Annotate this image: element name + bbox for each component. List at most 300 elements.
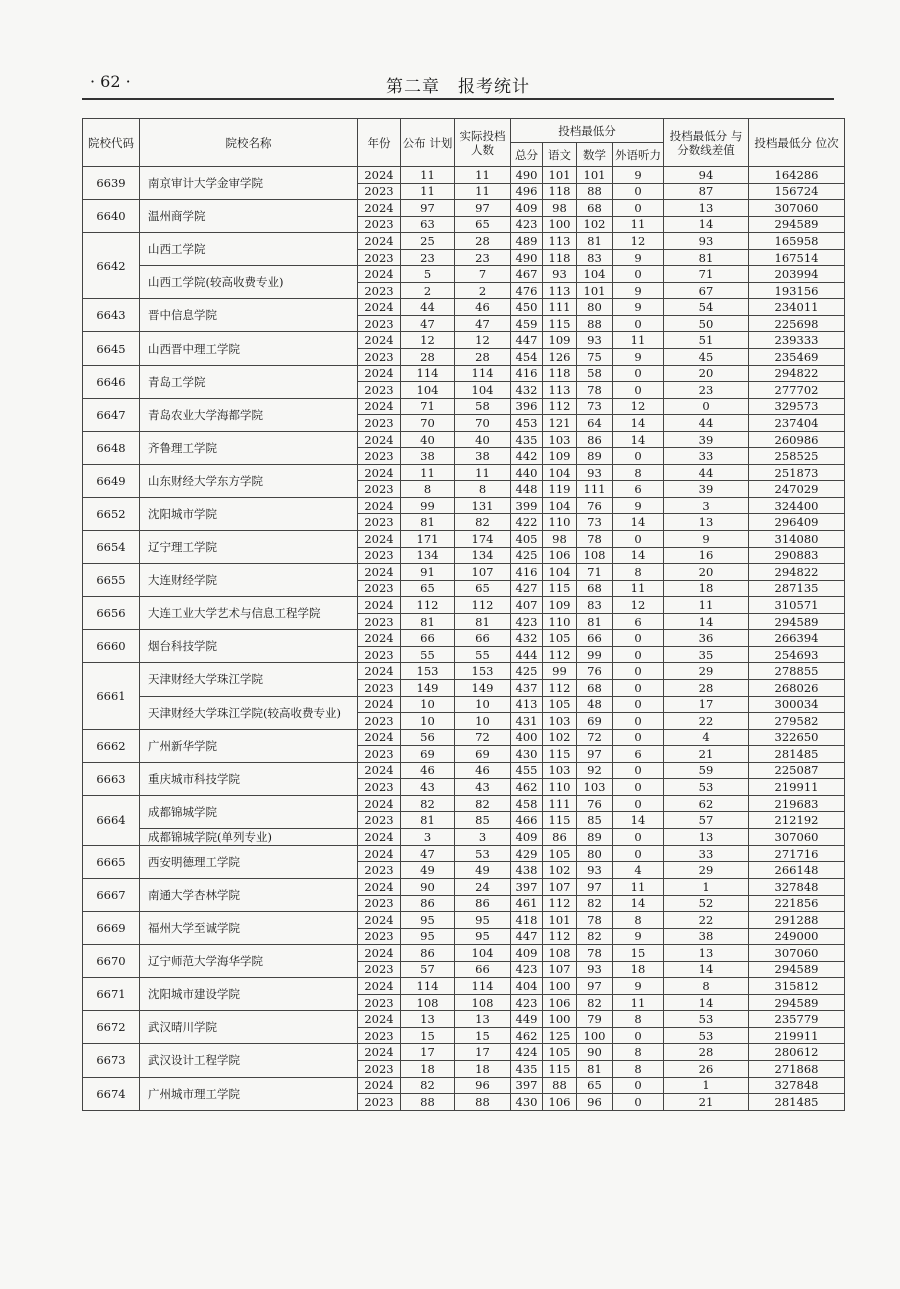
cell-total-score: 458	[511, 795, 543, 812]
school-name: 南京审计大学金审学院	[140, 167, 358, 200]
cell-year: 2023	[358, 613, 401, 630]
school-code: 6642	[83, 233, 140, 299]
cell-chinese-score: 119	[543, 481, 577, 498]
cell-chinese-score: 112	[543, 646, 577, 663]
school-code: 6667	[83, 878, 140, 911]
cell-rank: 324400	[749, 497, 845, 514]
cell-total-score: 442	[511, 448, 543, 465]
cell-rank: 314080	[749, 531, 845, 548]
cell-rank: 251873	[749, 464, 845, 481]
cell-plan: 95	[401, 928, 455, 945]
col-header-math: 数学	[577, 143, 613, 167]
cell-total-score: 437	[511, 679, 543, 696]
cell-total-score: 409	[511, 200, 543, 217]
cell-plan: 63	[401, 216, 455, 233]
cell-actual: 174	[455, 531, 511, 548]
school-name: 烟台科技学院	[140, 630, 358, 663]
cell-score-diff: 3	[664, 497, 749, 514]
cell-listening-score: 0	[613, 531, 664, 548]
cell-score-diff: 22	[664, 713, 749, 730]
cell-listening-score: 18	[613, 961, 664, 978]
cell-math-score: 81	[577, 613, 613, 630]
cell-actual: 86	[455, 895, 511, 912]
cell-math-score: 97	[577, 878, 613, 895]
cell-year: 2023	[358, 183, 401, 200]
cell-plan: 49	[401, 862, 455, 879]
cell-listening-score: 8	[613, 1011, 664, 1028]
cell-listening-score: 8	[613, 912, 664, 929]
cell-chinese-score: 112	[543, 398, 577, 415]
cell-math-score: 76	[577, 497, 613, 514]
cell-rank: 212192	[749, 812, 845, 829]
cell-actual: 108	[455, 994, 511, 1011]
cell-rank: 266148	[749, 862, 845, 879]
table-row	[83, 167, 845, 184]
cell-plan: 112	[401, 597, 455, 614]
cell-chinese-score: 100	[543, 978, 577, 995]
cell-total-score: 435	[511, 431, 543, 448]
cell-listening-score: 8	[613, 1044, 664, 1061]
cell-math-score: 48	[577, 696, 613, 713]
cell-listening-score: 0	[613, 646, 664, 663]
cell-chinese-score: 115	[543, 1060, 577, 1077]
school-code: 6669	[83, 912, 140, 945]
cell-chinese-score: 106	[543, 547, 577, 564]
cell-listening-score: 11	[613, 216, 664, 233]
cell-actual: 96	[455, 1077, 511, 1094]
cell-score-diff: 13	[664, 828, 749, 845]
cell-actual: 66	[455, 630, 511, 647]
cell-rank: 167514	[749, 249, 845, 266]
cell-rank: 294822	[749, 564, 845, 581]
cell-listening-score: 0	[613, 448, 664, 465]
table-row	[83, 1077, 845, 1094]
cell-total-score: 431	[511, 713, 543, 730]
table-row	[83, 762, 845, 779]
cell-total-score: 447	[511, 332, 543, 349]
col-header-diff: 投档最低分 与分数线差值	[664, 119, 749, 167]
cell-chinese-score: 88	[543, 1077, 577, 1094]
table-row	[83, 431, 845, 448]
school-code: 6673	[83, 1044, 140, 1077]
cell-score-diff: 38	[664, 928, 749, 945]
cell-total-score: 461	[511, 895, 543, 912]
cell-year: 2024	[358, 564, 401, 581]
cell-score-diff: 33	[664, 845, 749, 862]
cell-listening-score: 6	[613, 746, 664, 763]
cell-math-score: 88	[577, 183, 613, 200]
cell-year: 2024	[358, 299, 401, 316]
cell-chinese-score: 107	[543, 878, 577, 895]
school-name: 武汉设计工程学院	[140, 1044, 358, 1077]
school-name: 山西晋中理工学院	[140, 332, 358, 365]
cell-actual: 17	[455, 1044, 511, 1061]
cell-total-score: 396	[511, 398, 543, 415]
table-row	[83, 630, 845, 647]
cell-chinese-score: 118	[543, 249, 577, 266]
school-code: 6649	[83, 464, 140, 497]
cell-score-diff: 14	[664, 994, 749, 1011]
cell-score-diff: 51	[664, 332, 749, 349]
cell-total-score: 490	[511, 167, 543, 184]
cell-year: 2023	[358, 895, 401, 912]
cell-plan: 70	[401, 415, 455, 432]
cell-listening-score: 0	[613, 315, 664, 332]
cell-year: 2023	[358, 994, 401, 1011]
cell-listening-score: 9	[613, 928, 664, 945]
cell-math-score: 71	[577, 564, 613, 581]
cell-plan: 81	[401, 812, 455, 829]
cell-plan: 25	[401, 233, 455, 250]
cell-chinese-score: 112	[543, 928, 577, 945]
cell-math-score: 79	[577, 1011, 613, 1028]
school-name: 山西工学院	[140, 233, 358, 266]
cell-plan: 40	[401, 431, 455, 448]
cell-total-score: 409	[511, 945, 543, 962]
cell-math-score: 93	[577, 464, 613, 481]
cell-chinese-score: 103	[543, 762, 577, 779]
cell-total-score: 448	[511, 481, 543, 498]
table-row	[83, 1044, 845, 1061]
cell-math-score: 93	[577, 332, 613, 349]
cell-listening-score: 9	[613, 282, 664, 299]
cell-actual: 97	[455, 200, 511, 217]
cell-listening-score: 11	[613, 332, 664, 349]
cell-listening-score: 14	[613, 415, 664, 432]
school-code: 6648	[83, 431, 140, 464]
cell-year: 2024	[358, 1077, 401, 1094]
cell-actual: 69	[455, 746, 511, 763]
cell-score-diff: 28	[664, 1044, 749, 1061]
table-row	[83, 233, 845, 250]
cell-listening-score: 11	[613, 580, 664, 597]
cell-listening-score: 0	[613, 1027, 664, 1044]
cell-year: 2024	[358, 200, 401, 217]
cell-total-score: 404	[511, 978, 543, 995]
cell-score-diff: 4	[664, 729, 749, 746]
cell-listening-score: 9	[613, 249, 664, 266]
cell-year: 2023	[358, 249, 401, 266]
cell-total-score: 430	[511, 1094, 543, 1111]
cell-chinese-score: 126	[543, 349, 577, 366]
cell-score-diff: 1	[664, 1077, 749, 1094]
cell-year: 2024	[358, 431, 401, 448]
cell-score-diff: 14	[664, 216, 749, 233]
cell-score-diff: 11	[664, 597, 749, 614]
cell-chinese-score: 110	[543, 779, 577, 796]
school-code: 6640	[83, 200, 140, 233]
cell-math-score: 73	[577, 514, 613, 531]
cell-rank: 165958	[749, 233, 845, 250]
cell-year: 2024	[358, 663, 401, 680]
cell-rank: 294589	[749, 216, 845, 233]
cell-plan: 91	[401, 564, 455, 581]
cell-plan: 114	[401, 365, 455, 382]
cell-chinese-score: 100	[543, 1011, 577, 1028]
table-row	[83, 531, 845, 548]
cell-math-score: 83	[577, 597, 613, 614]
cell-score-diff: 14	[664, 613, 749, 630]
cell-listening-score: 9	[613, 167, 664, 184]
cell-rank: 315812	[749, 978, 845, 995]
cell-plan: 8	[401, 481, 455, 498]
cell-rank: 310571	[749, 597, 845, 614]
table-row	[83, 845, 845, 862]
cell-actual: 15	[455, 1027, 511, 1044]
cell-total-score: 423	[511, 613, 543, 630]
cell-actual: 10	[455, 713, 511, 730]
cell-actual: 53	[455, 845, 511, 862]
cell-rank: 281485	[749, 1094, 845, 1111]
cell-actual: 24	[455, 878, 511, 895]
school-name: 广州新华学院	[140, 729, 358, 762]
cell-year: 2024	[358, 696, 401, 713]
cell-score-diff: 22	[664, 912, 749, 929]
school-code: 6670	[83, 945, 140, 978]
cell-rank: 294589	[749, 994, 845, 1011]
cell-listening-score: 0	[613, 365, 664, 382]
cell-rank: 281485	[749, 746, 845, 763]
cell-listening-score: 8	[613, 464, 664, 481]
cell-listening-score: 0	[613, 630, 664, 647]
cell-score-diff: 81	[664, 249, 749, 266]
cell-year: 2024	[358, 167, 401, 184]
cell-rank: 164286	[749, 167, 845, 184]
cell-math-score: 81	[577, 233, 613, 250]
table-row	[83, 912, 845, 929]
cell-plan: 81	[401, 514, 455, 531]
cell-actual: 65	[455, 580, 511, 597]
cell-math-score: 104	[577, 266, 613, 283]
cell-rank: 322650	[749, 729, 845, 746]
cell-plan: 66	[401, 630, 455, 647]
cell-plan: 57	[401, 961, 455, 978]
cell-math-score: 69	[577, 713, 613, 730]
cell-rank: 271868	[749, 1060, 845, 1077]
cell-plan: 23	[401, 249, 455, 266]
cell-plan: 10	[401, 696, 455, 713]
cell-score-diff: 57	[664, 812, 749, 829]
cell-math-score: 76	[577, 795, 613, 812]
cell-plan: 114	[401, 978, 455, 995]
cell-plan: 55	[401, 646, 455, 663]
cell-math-score: 108	[577, 547, 613, 564]
cell-plan: 11	[401, 167, 455, 184]
cell-math-score: 66	[577, 630, 613, 647]
cell-chinese-score: 109	[543, 597, 577, 614]
cell-chinese-score: 109	[543, 332, 577, 349]
cell-rank: 156724	[749, 183, 845, 200]
cell-rank: 225087	[749, 762, 845, 779]
cell-math-score: 81	[577, 1060, 613, 1077]
school-code: 6643	[83, 299, 140, 332]
cell-year: 2024	[358, 912, 401, 929]
cell-plan: 82	[401, 795, 455, 812]
cell-chinese-score: 102	[543, 862, 577, 879]
school-code: 6672	[83, 1011, 140, 1044]
cell-chinese-score: 103	[543, 713, 577, 730]
school-name: 天津财经大学珠江学院	[140, 663, 358, 696]
cell-score-diff: 26	[664, 1060, 749, 1077]
cell-math-score: 78	[577, 531, 613, 548]
cell-listening-score: 8	[613, 564, 664, 581]
cell-actual: 7	[455, 266, 511, 283]
cell-actual: 114	[455, 365, 511, 382]
table-row	[83, 299, 845, 316]
cell-chinese-score: 104	[543, 564, 577, 581]
cell-year: 2024	[358, 398, 401, 415]
cell-year: 2023	[358, 928, 401, 945]
cell-listening-score: 12	[613, 233, 664, 250]
cell-plan: 11	[401, 464, 455, 481]
cell-actual: 81	[455, 613, 511, 630]
cell-rank: 294822	[749, 365, 845, 382]
cell-listening-score: 14	[613, 895, 664, 912]
cell-score-diff: 20	[664, 365, 749, 382]
school-name: 辽宁师范大学海华学院	[140, 945, 358, 978]
cell-plan: 12	[401, 332, 455, 349]
table-body	[83, 167, 845, 1111]
table-row	[83, 663, 845, 680]
cell-total-score: 440	[511, 464, 543, 481]
cell-actual: 2	[455, 282, 511, 299]
cell-plan: 13	[401, 1011, 455, 1028]
cell-listening-score: 4	[613, 862, 664, 879]
cell-math-score: 93	[577, 862, 613, 879]
col-header-actual: 实际投档 人数	[455, 119, 511, 167]
cell-score-diff: 54	[664, 299, 749, 316]
cell-math-score: 89	[577, 828, 613, 845]
cell-chinese-score: 110	[543, 613, 577, 630]
cell-year: 2024	[358, 332, 401, 349]
cell-listening-score: 9	[613, 299, 664, 316]
cell-score-diff: 39	[664, 481, 749, 498]
cell-actual: 49	[455, 862, 511, 879]
cell-total-score: 397	[511, 878, 543, 895]
cell-year: 2023	[358, 713, 401, 730]
cell-total-score: 400	[511, 729, 543, 746]
cell-listening-score: 9	[613, 497, 664, 514]
cell-listening-score: 14	[613, 514, 664, 531]
cell-score-diff: 0	[664, 398, 749, 415]
cell-total-score: 423	[511, 216, 543, 233]
school-name: 山东财经大学东方学院	[140, 464, 358, 497]
school-name: 温州商学院	[140, 200, 358, 233]
cell-total-score: 450	[511, 299, 543, 316]
cell-listening-score: 11	[613, 994, 664, 1011]
cell-score-diff: 59	[664, 762, 749, 779]
cell-chinese-score: 115	[543, 812, 577, 829]
table-row	[83, 696, 845, 713]
cell-total-score: 399	[511, 497, 543, 514]
cell-actual: 10	[455, 696, 511, 713]
cell-plan: 104	[401, 382, 455, 399]
cell-actual: 3	[455, 828, 511, 845]
cell-math-score: 99	[577, 646, 613, 663]
cell-listening-score: 0	[613, 266, 664, 283]
cell-math-score: 76	[577, 663, 613, 680]
school-name: 晋中信息学院	[140, 299, 358, 332]
cell-listening-score: 14	[613, 812, 664, 829]
cell-chinese-score: 103	[543, 431, 577, 448]
school-name: 福州大学至诚学院	[140, 912, 358, 945]
col-header-total: 总分	[511, 143, 543, 167]
cell-total-score: 427	[511, 580, 543, 597]
page-number: · 62 ·	[90, 72, 131, 91]
cell-year: 2023	[358, 514, 401, 531]
cell-actual: 11	[455, 167, 511, 184]
cell-listening-score: 0	[613, 1077, 664, 1094]
cell-year: 2024	[358, 845, 401, 862]
cell-math-score: 58	[577, 365, 613, 382]
cell-score-diff: 13	[664, 945, 749, 962]
cell-math-score: 82	[577, 994, 613, 1011]
cell-chinese-score: 105	[543, 845, 577, 862]
cell-score-diff: 18	[664, 580, 749, 597]
school-code: 6674	[83, 1077, 140, 1110]
school-name: 辽宁理工学院	[140, 531, 358, 564]
school-code: 6662	[83, 729, 140, 762]
cell-score-diff: 29	[664, 862, 749, 879]
col-header-listening: 外语听力	[613, 143, 664, 167]
cell-rank: 266394	[749, 630, 845, 647]
cell-total-score: 429	[511, 845, 543, 862]
school-name: 大连财经学院	[140, 564, 358, 597]
cell-actual: 46	[455, 762, 511, 779]
cell-plan: 69	[401, 746, 455, 763]
col-header-plan: 公布 计划	[401, 119, 455, 167]
school-code: 6671	[83, 978, 140, 1011]
cell-score-diff: 21	[664, 1094, 749, 1111]
cell-listening-score: 0	[613, 779, 664, 796]
col-header-rank: 投档最低分 位次	[749, 119, 845, 167]
cell-chinese-score: 109	[543, 448, 577, 465]
cell-total-score: 407	[511, 597, 543, 614]
cell-score-diff: 21	[664, 746, 749, 763]
cell-listening-score: 0	[613, 828, 664, 845]
cell-total-score: 422	[511, 514, 543, 531]
cell-listening-score: 0	[613, 696, 664, 713]
cell-listening-score: 15	[613, 945, 664, 962]
cell-plan: 10	[401, 713, 455, 730]
cell-listening-score: 6	[613, 613, 664, 630]
cell-actual: 66	[455, 961, 511, 978]
cell-score-diff: 16	[664, 547, 749, 564]
cell-total-score: 490	[511, 249, 543, 266]
cell-year: 2023	[358, 382, 401, 399]
cell-year: 2023	[358, 315, 401, 332]
cell-score-diff: 52	[664, 895, 749, 912]
cell-total-score: 413	[511, 696, 543, 713]
cell-actual: 13	[455, 1011, 511, 1028]
cell-rank: 278855	[749, 663, 845, 680]
cell-actual: 153	[455, 663, 511, 680]
cell-rank: 219911	[749, 1027, 845, 1044]
cell-actual: 112	[455, 597, 511, 614]
cell-actual: 65	[455, 216, 511, 233]
cell-rank: 280612	[749, 1044, 845, 1061]
cell-year: 2023	[358, 282, 401, 299]
cell-listening-score: 6	[613, 481, 664, 498]
cell-rank: 239333	[749, 332, 845, 349]
cell-rank: 258525	[749, 448, 845, 465]
table-row	[83, 332, 845, 349]
school-code: 6663	[83, 762, 140, 795]
cell-total-score: 453	[511, 415, 543, 432]
cell-listening-score: 0	[613, 845, 664, 862]
cell-score-diff: 87	[664, 183, 749, 200]
school-code: 6660	[83, 630, 140, 663]
